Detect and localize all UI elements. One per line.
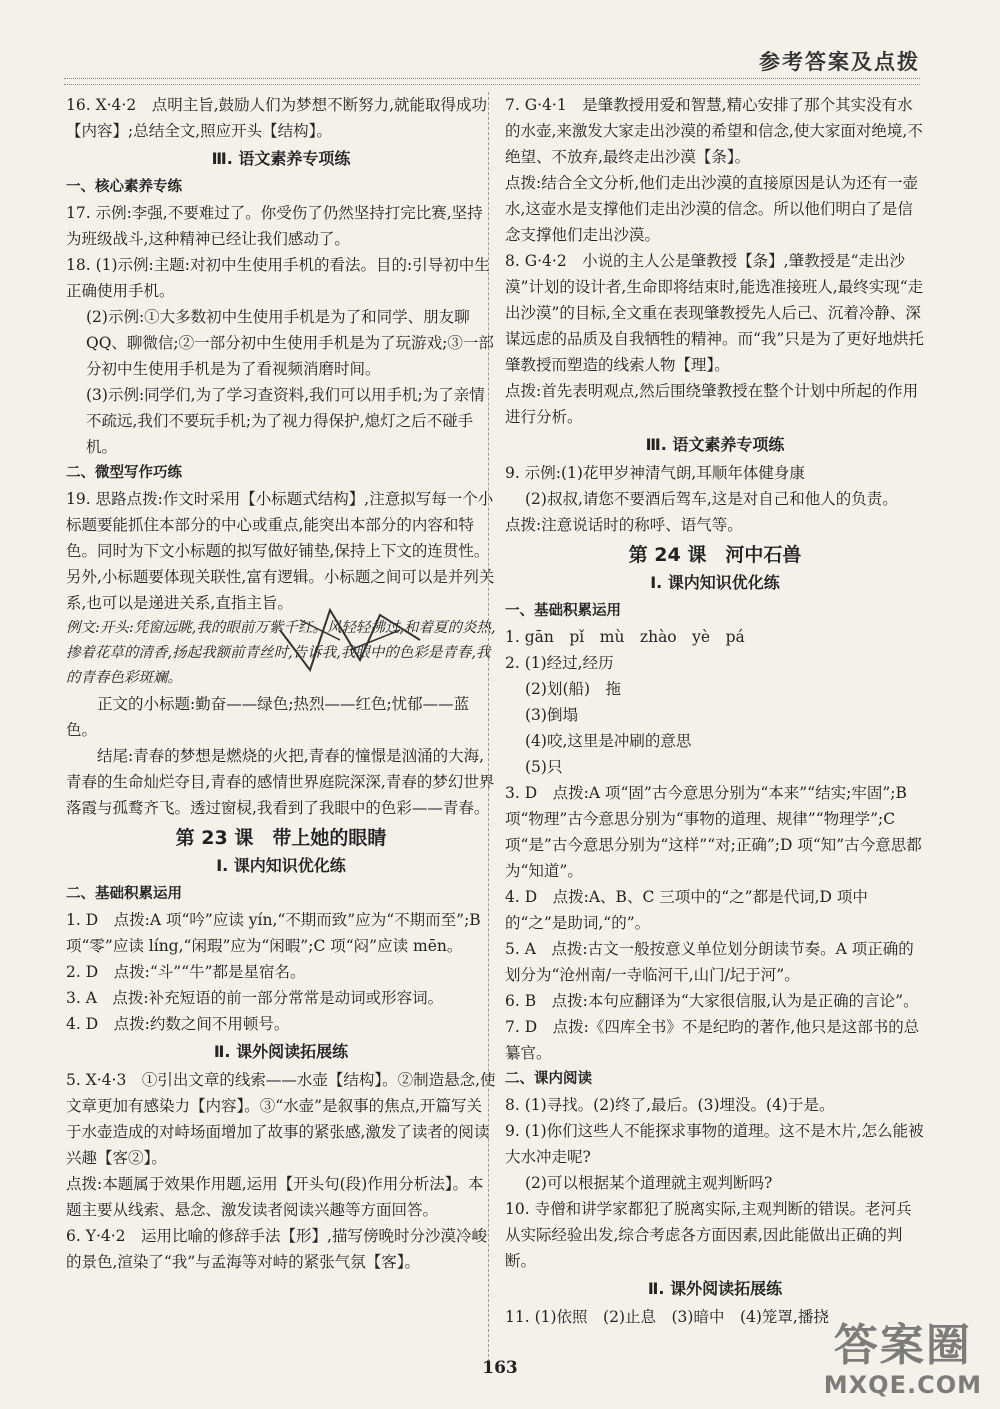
answer-paragraph: 1. D 点拨:A 项“吟”应读 yín,“不期而致”应为“不期而至”;B 项“零”应读 líng,“闲瑕”应为“闲暇”;C 项“闷”应读 mēn。 (66, 911, 481, 955)
answer-paragraph: 2. (1)经过,经历 (505, 654, 614, 672)
answer-paragraph: 19. 思路点拨:作文时采用【小标题式结构】,注意拟写每一个小标题要能抓住本部分的中心或重点,能突出本部分的内容和特色。同时为下文小标题的拟写做好铺垫,保持上下文的连贯性。另外,小标题要体现关联性,富有逻辑。小标题之间可以是并列关系,也可以是递进关系,直指主旨。 (66, 490, 495, 612)
answer-paragraph: (2)示例:①大多数初中生使用手机是为了和同学、朋友聊 QQ、聊微信;②一部分初中生使用手机是为了玩游戏;③一部分初中生使用手机是为了看视频消磨时间。 (86, 308, 494, 378)
answer-paragraph: 3. D 点拨:A 项“固”古今意思分别为“本来”“结实;牢固”;B 项“物理”古今意思分别为“事物的道理、规律”“物理学”;C 项“是”古今意思分别为“这样”“对;正确”;D 项“知”古今意思都为“知道”。 (505, 784, 922, 880)
answer-paragraph: 正文的小标题:勤奋——绿色;热烈——红色;忧郁——蓝色。 (66, 695, 470, 739)
answer-paragraph: 3. A 点拨:补充短语的前一部分常常是动词或形容词。 (66, 989, 444, 1007)
answer-paragraph: 9. (1)你们这些人不能探求事物的道理。这不是木片,怎么能被大水冲走呢? (505, 1122, 924, 1166)
answer-paragraph: 9. 示例:(1)花甲岁神清气朗,耳顺年体健身康 (505, 464, 805, 482)
watermark-main: 答案圈 (833, 1320, 972, 1371)
answer-paragraph: (2)可以根据某个道理就主观判断吗? (525, 1174, 773, 1192)
answer-paragraph: (3)倒塌 (525, 706, 578, 724)
answer-paragraph: 8. (1)寻找。(2)终了,最后。(3)埋没。(4)于是。 (505, 1096, 835, 1114)
subsection-heading: 一、基础积累运用 (505, 603, 621, 619)
section-heading: Ⅰ. 课内知识优化练 (216, 856, 346, 875)
section-heading: Ⅲ. 语文素养专项练 (211, 149, 351, 168)
answer-paragraph: (2)划(船) 拖 (525, 680, 622, 698)
answer-paragraph: 2. D 点拨:“斗”“牛”都是星宿名。 (66, 963, 306, 981)
lesson-title: 第 24 课 河中石兽 (628, 544, 802, 566)
answer-paragraph: 点拨:结合全文分析,他们走出沙漠的直接原因是认为还有一壶水,这壶水是支撑他们走出沙漠的信念。所以他们明白了是信念支撑他们走出沙漠。 (505, 174, 919, 244)
answer-paragraph: 结尾:青春的梦想是燃烧的火把,青春的憧憬是汹涌的大海,青春的生命灿烂夺目,青春的感情世界庭院深深,青春的梦幻世界落霞与孤鹜齐飞。透过窗棂,我看到了我眼中的色彩——青春。 (66, 747, 495, 817)
answer-paragraph: 10. 寺僧和讲学家都犯了脱离实际,主观判断的错误。老河兵从实际经验出发,综合考虑各方面因素,因此能做出正确的判断。 (505, 1200, 912, 1270)
section-heading: Ⅱ. 课外阅读拓展练 (213, 1042, 349, 1061)
watermark-sub: MXQE.COM (823, 1371, 982, 1399)
right-column (505, 92, 925, 1330)
section-heading: Ⅰ. 课内知识优化练 (650, 573, 780, 592)
column-divider (488, 92, 489, 1367)
answer-paragraph: (3)示例:同学们,为了学习查资料,我们可以用手机;为了亲情不疏远,我们不要玩手机;为了视力得保护,熄灯之后不碰手机。 (86, 386, 485, 456)
answer-paragraph: 例文:开头:凭窗远眺,我的眼前万紫千红。风轻轻拂过,和着夏的炎热,掺着花草的清香,扬起我额前青丝时,告诉我,我眼中的色彩是青春,我的青春色彩斑斓。 (66, 620, 496, 686)
section-heading: Ⅱ. 课外阅读拓展练 (647, 1279, 783, 1298)
answer-paragraph: 1. gān pǐ mù zhào yè pá (505, 628, 745, 646)
subsection-heading: 一、核心素养专练 (66, 179, 182, 195)
answer-paragraph: (5)只 (525, 758, 563, 776)
header-rule (64, 78, 920, 85)
section-heading: Ⅲ. 语文素养专项练 (645, 435, 785, 454)
answer-paragraph: 18. (1)示例:主题:对初中生使用手机的看法。目的:引导初中生正确使用手机。 (66, 256, 490, 300)
answer-paragraph: 6. Y·4·2 运用比喻的修辞手法【形】,描写傍晚时分沙漠冷峻的景色,渲染了“我”与孟海等对峙的紧张气氛【客】。 (66, 1227, 487, 1271)
subsection-heading: 二、微型写作巧练 (66, 465, 182, 481)
answer-paragraph: 点拨:注意说话时的称呼、语气等。 (505, 516, 743, 534)
answer-paragraph: 4. D 点拨:约数之间不用顿号。 (66, 1015, 290, 1033)
header-title: 参考答案及点拨 (759, 50, 920, 74)
subsection-heading: 二、课内阅读 (505, 1071, 592, 1087)
answer-paragraph: 8. G·4·2 小说的主人公是肇教授【条】,肇教授是“走出沙漠”计划的设计者,生命即将结束时,能选准接班人,最终实现“走出沙漠”的目标,全文重在表现肇教授先人后己、沉着冷静、深谋远虑的品质及自我牺牲的精神。而“我”只是为了更好地烘托肇教授而塑造的线索人物【理】。 (505, 252, 924, 374)
answer-paragraph: (4)咬,这里是冲刷的意思 (525, 732, 692, 750)
answer-paragraph: 6. B 点拨:本句应翻译为“大家很信服,认为是正确的言论”。 (505, 992, 919, 1010)
answer-paragraph: 4. D 点拨:A、B、C 三项中的“之”都是代词,D 项中的“之”是助词,“的”。 (505, 888, 868, 932)
lesson-title: 第 23 课 带上她的眼睛 (175, 827, 387, 849)
subsection-heading: 二、基础积累运用 (66, 886, 182, 902)
answer-paragraph: 17. 示例:李强,不要难过了。你受伤了仍然坚持打完比赛,坚持为班级战斗,这种精神已经让我们感动了。 (66, 204, 483, 248)
answer-paragraph: 点拨:本题属于效果作用题,运用【开头句(段)作用分析法】。本题主要从线索、悬念、激发读者阅读兴趣等方面回答。 (66, 1175, 484, 1219)
answer-paragraph: 7. G·4·1 是肇教授用爱和智慧,精心安排了那个其实没有水的水壶,来激发大家走出沙漠的希望和信念,使大家面对绝境,不绝望、不放弃,最终走出沙漠【条】。 (505, 96, 923, 166)
answer-paragraph: 7. D 点拨:《四库全书》不是纪昀的著作,他只是这部书的总纂官。 (505, 1018, 920, 1062)
answer-paragraph: (2)叔叔,请您不要酒后驾车,这是对自己和他人的负责。 (525, 490, 898, 508)
answer-paragraph: 点拨:首先表明观点,然后围绕肇教授在整个计划中所起的作用进行分析。 (505, 382, 919, 426)
answer-paragraph: 11. (1)依照 (2)止息 (3)暗中 (4)笼罩,播挠 (505, 1308, 829, 1326)
answer-paragraph: 16. X·4·2 点明主旨,鼓励人们为梦想不断努力,就能取得成功【内容】;总结全文,照应开头【结构】。 (66, 96, 488, 140)
page-number: 163 (482, 1358, 518, 1378)
answer-paragraph: 5. X·4·3 ①引出文章的线索——水壶【结构】。②制造悬念,使文章更加有感染力【内容】。③“水壶”是叙事的焦点,开篇写关于水壶造成的对峙场面增加了故事的紧张感,激发了读者的阅读兴趣【客②】。 (66, 1071, 496, 1167)
answer-paragraph: 5. A 点拨:古文一般按意义单位划分朗读节奏。A 项正确的划分为“沧州南/一寺临河干,山门/圮于河”。 (505, 940, 914, 984)
site-watermark (824, 1321, 982, 1399)
handwritten-scribble (270, 590, 440, 700)
